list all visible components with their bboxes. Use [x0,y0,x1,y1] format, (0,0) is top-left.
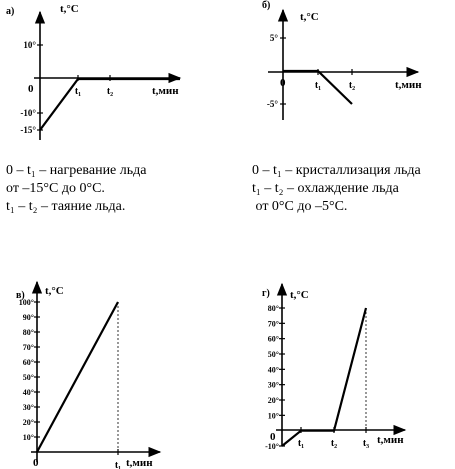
panel2-y-tick-label: 90° [22,313,34,322]
panel2-y-tick-label: 20° [22,418,34,427]
panel0-y-tick-label: -10° [20,108,36,118]
panel3-x-tick-label: t₃ [362,438,370,449]
panel0-x-tick-label: t₁ [74,86,82,97]
panel3-y-tick-label: 20° [267,396,279,405]
panel2-x-tick-label: t₁ [114,460,122,469]
panel3-series-line [282,308,366,446]
panel2-y-tick-label: 30° [22,403,34,412]
panel3-y-tick-label: 40° [267,365,279,375]
panel3-y-tick-label: 50° [267,350,279,359]
caption-a-line-2: от –15°С до 0°С. [6,181,105,196]
panel3-panel-label: г) [262,288,270,299]
panel1-origin-label: 0 [280,77,286,89]
panel2-y-tick-label: 100° [18,298,34,307]
caption-b [252,162,421,216]
panel3-y-tick-label: 30° [267,380,279,390]
panel2-panel-label: в) [16,290,25,301]
panel3-y-tick-label: 60° [267,334,279,344]
panel1-y-tick-label: -5° [266,99,278,109]
panel2-y-tick-label: 10° [22,433,34,442]
panel2-y-tick-label: 80° [22,328,34,337]
panel3-x-tick-label: t₂ [330,438,338,449]
caption-b-line-1: 0 – t₁ – кристаллизация льда [252,163,421,178]
panel2-y-tick-label: 70° [22,343,34,352]
panel3-y-label: t,°C [290,289,309,301]
panel0-y-tick-label: -15° [20,125,36,135]
caption-a-line-3: t₁ – t₂ – таяние льда. [6,199,126,214]
panel3-y-tick-label: 80° [267,304,279,313]
panel2-origin-label: 0 [33,457,39,469]
panel1-y-label: t,°C [300,11,319,23]
panel0-origin-label: 0 [28,83,34,95]
panel2-y-label: t,°C [45,285,64,297]
panel2-x-label: t,мин [126,457,153,469]
caption-a-line-1: 0 – t₁ – нагревание льда [6,163,147,178]
panel3-y-tick-label: 70° [267,319,279,329]
panel1-x-label: t,мин [395,79,422,91]
panel3-x-label: t,мин [377,434,404,446]
panel3-y-tick-label: 10° [267,411,279,421]
panel0-y-tick-label: 10° [23,40,36,50]
panel0-y-label: t,°C [60,3,79,15]
panel3-origin-label: 0 [270,431,276,443]
panel2-y-tick-label: 60° [22,358,34,367]
panel0-panel-label: а) [6,6,15,17]
panel2-series-line [37,302,118,452]
caption-a [6,162,146,216]
panel2-y-tick-label: 40° [22,388,34,397]
panel1-y-tick-label: 5° [269,33,278,43]
panel0-x-label: t,мин [152,85,179,97]
caption-b-line-2: t₁ – t₂ – охлаждение льда [252,181,399,196]
panel3-x-tick-label: t₁ [297,438,305,449]
panel1-x-tick-label: t₁ [314,80,322,91]
caption-b-line-3: от 0°С до –5°С. [252,199,348,214]
panel3-y-tick-label: -10° [265,442,279,451]
panel2-y-tick-label: 50° [22,373,34,382]
panel0-x-tick-label: t₂ [106,86,114,97]
panel1-panel-label: б) [262,0,271,11]
panel1-x-tick-label: t₂ [348,80,356,91]
